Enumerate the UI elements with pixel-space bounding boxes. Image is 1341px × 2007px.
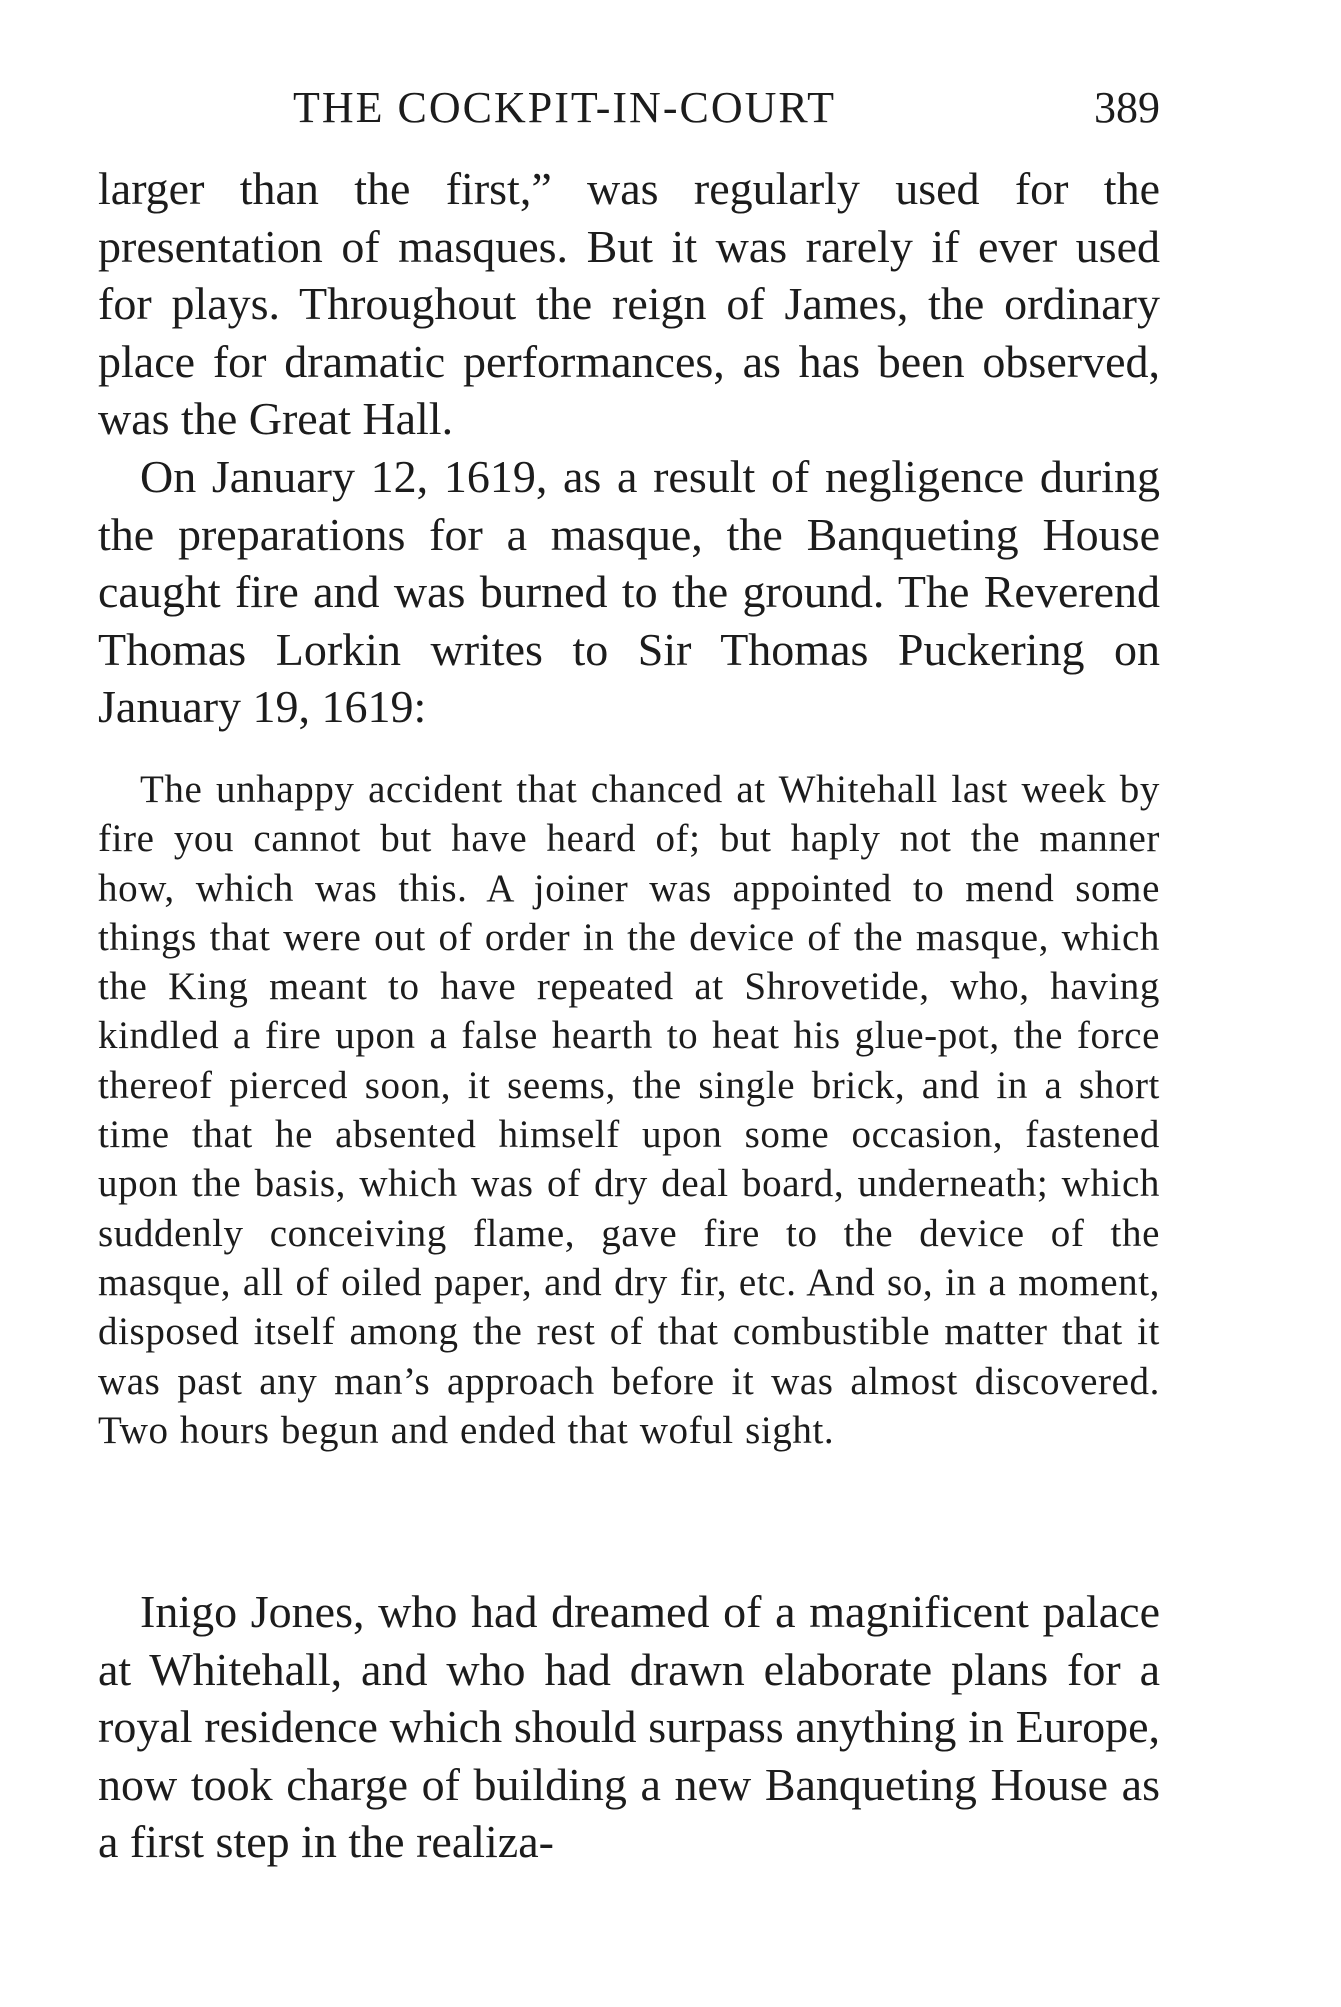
running-title: THE COCKPIT-IN-COURT [293,83,836,132]
page-number: 389 [1094,83,1160,132]
running-header [98,82,1160,142]
paragraph-inigo-jones: Inigo Jones, who had dreamed of a magnificent palace at Whitehall, and who had drawn elaborate plans for a royal residence which should surpass anything in Europe, now took charge of building a new Banqueting House as a first step in the realiza- [98,1586,1160,1867]
paragraph-continuation: larger than the first,” was regularly used for the presentation of masques. But it was rarely if ever used for plays. Throughout the reign of James, the ordinary place for dramatic performances, as has been observed, was the Great Hall. [98,163,1160,444]
paragraph-fire: On January 12, 1619, as a result of negligence during the preparations for a masque, the Banqueting House caught fire and was burned to the ground. The Reverend Thomas Lorkin writes to Sir Thomas Puckering on January 19, 1619: [98,451,1160,732]
block-quote-lorkin-letter: The unhappy accident that chanced at Whitehall last week by fire you cannot but have heard of; but haply not the manner how, which was this. A joiner was appointed to mend some things that were out of order in the device of the masque, which the King meant to have repeated at Shrovetide, who, having kindled a fire upon a false hearth to heat his glue-pot, the force thereof pierced soon, it seems, the single brick, and in a short time that he absented himself upon some occasion, fastened upon the basis, which was of dry deal board, underneath; which suddenly conceiving flame, gave fire to the device of the masque, all of oiled paper, and dry fir, etc. And so, in a moment, disposed itself among the rest of that combustible matter that it was past any man’s approach before it was almost discovered. Two hours begun and ended that woful sight. [98,768,1160,1452]
